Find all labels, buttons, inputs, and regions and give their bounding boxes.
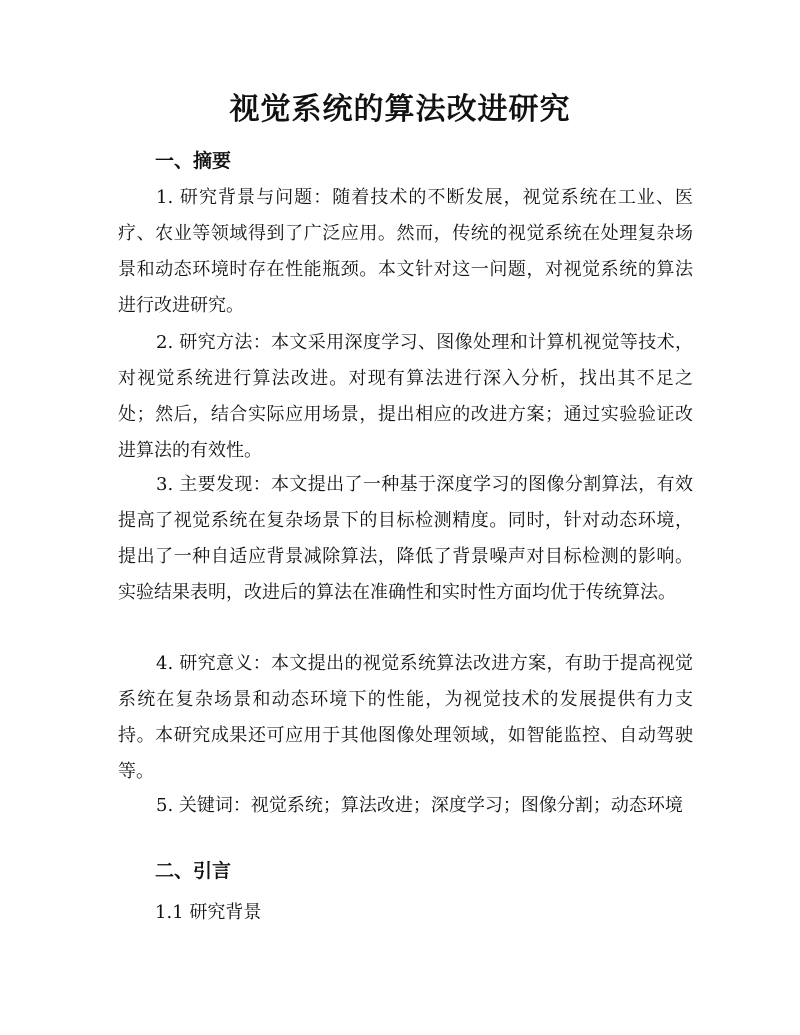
section-heading-abstract: 一、摘要 [155, 150, 232, 172]
abstract-paragraph-findings: 3. 主要发现：本文提出了一种基于深度学习的图像分割算法，有效提高了视觉系统在复杂场景下的目标检测精度。同时，针对动态环境，提出了一种自适应背景减除算法，降低了背景噪声对目标检测的影响。实验结果表明，改进后的算法在准确性和实时性方面均优于传统算法。 [118, 474, 693, 603]
abstract-paragraph-background: 1. 研究背景与问题：随着技术的不断发展，视觉系统在工业、医疗、农业等领域得到了广泛应用。然而，传统的视觉系统在处理复杂场景和动态环境时存在性能瓶颈。本文针对这一问题，对视觉系统的算法进行改进研究。 [118, 187, 693, 316]
abstract-paragraph-keywords: 5. 关键词：视觉系统；算法改进；深度学习；图像分割；动态环境 [156, 795, 683, 816]
section-heading-introduction: 二、引言 [155, 860, 232, 882]
document-title: 视觉系统的算法改进研究 [229, 92, 571, 127]
subsection-heading-background: 1.1 研究背景 [155, 902, 262, 923]
abstract-paragraph-significance: 4. 研究意义：本文提出的视觉系统算法改进方案，有助于提高视觉系统在复杂场景和动态环境下的性能，为视觉技术的发展提供有力支持。本研究成果还可应用于其他图像处理领域，如智能监控、自动驾驶等。 [118, 653, 693, 782]
abstract-paragraph-method: 2. 研究方法：本文采用深度学习、图像处理和计算机视觉等技术，对视觉系统进行算法改进。对现有算法进行深入分析，找出其不足之处；然后，结合实际应用场景，提出相应的改进方案；通过实验验证改进算法的有效性。 [118, 332, 693, 461]
